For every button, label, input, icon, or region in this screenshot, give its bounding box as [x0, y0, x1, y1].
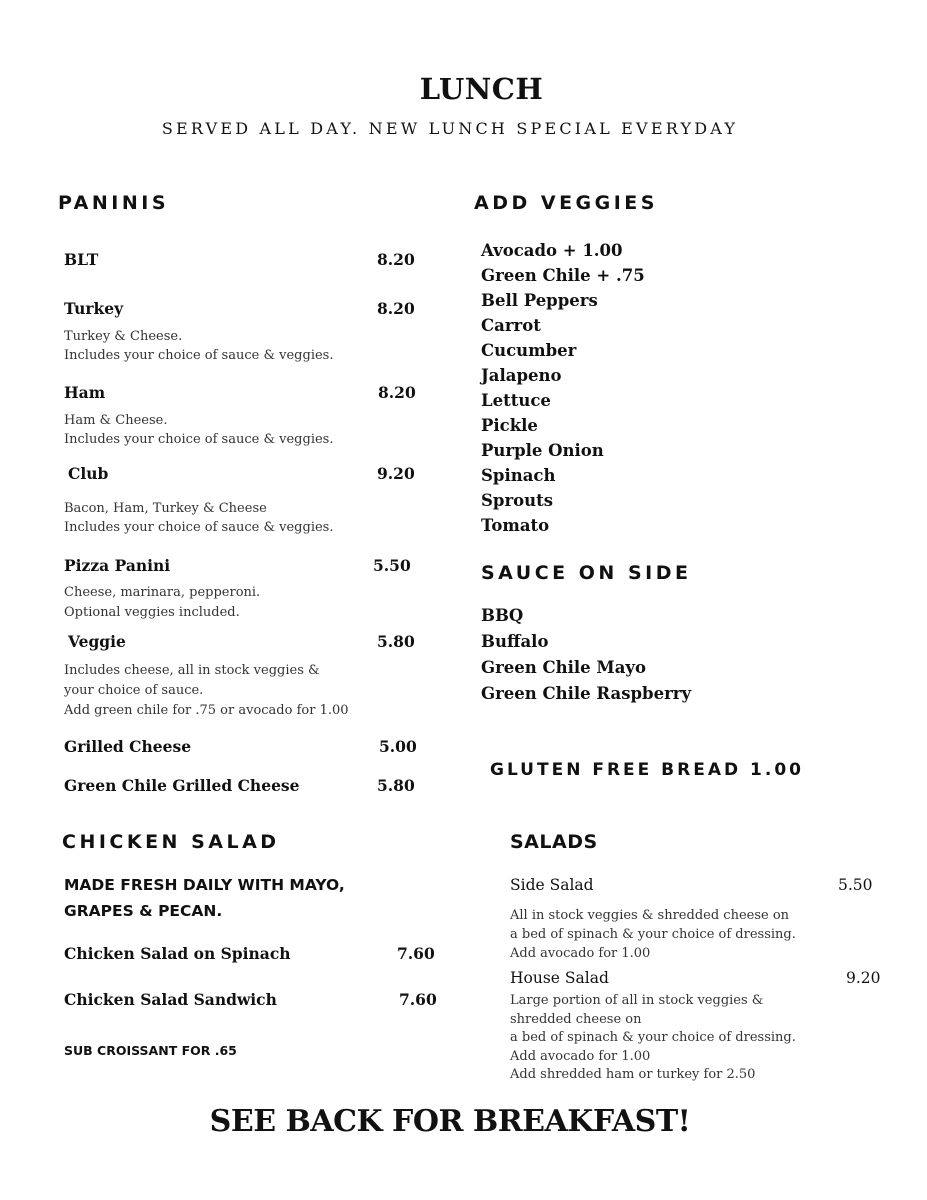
panini-item-price: 5.00 — [379, 737, 417, 756]
page-title: LUNCH — [419, 72, 544, 106]
veggie-item: Pickle — [481, 416, 538, 435]
page-subtitle: SERVED ALL DAY. NEW LUNCH SPECIAL EVERYDAY — [161, 119, 739, 138]
salad-item-name: Side Salad — [510, 876, 594, 894]
sauce-heading: SAUCE ON SIDE — [481, 562, 692, 584]
salad-desc-line: All in stock veggies & shredded cheese on — [510, 908, 790, 923]
salad-desc-line: Add shredded ham or turkey for 2.50 — [510, 1067, 756, 1082]
panini-item-name: Ham — [64, 383, 106, 402]
gluten-free-note: GLUTEN FREE BREAD 1.00 — [490, 760, 804, 780]
panini-item-desc: Optional veggies included. — [64, 605, 240, 620]
paninis-heading: PANINIS — [58, 192, 170, 214]
panini-item-name: Club — [68, 464, 109, 483]
panini-item-desc: Includes your choice of sauce & veggies. — [64, 432, 334, 447]
croissant-note: SUB CROISSANT FOR .65 — [64, 1043, 237, 1058]
panini-item-price: 9.20 — [377, 464, 415, 483]
veggie-item: Jalapeno — [481, 366, 562, 385]
panini-item-price: 8.20 — [377, 299, 415, 318]
veggie-list — [481, 238, 645, 538]
chicken-salad-tagline: GRAPES & PECAN. — [64, 902, 223, 920]
panini-item-name: Pizza Panini — [64, 556, 171, 575]
salad-item-price: 5.50 — [838, 876, 873, 894]
sauce-list — [481, 603, 691, 707]
panini-item-price: 5.80 — [377, 632, 415, 651]
panini-item-desc: your choice of sauce. — [64, 683, 204, 698]
panini-item-name: Green Chile Grilled Cheese — [64, 776, 300, 795]
chicken-salad-item-price: 7.60 — [397, 944, 435, 963]
salad-item-name: House Salad — [510, 969, 609, 987]
salad-item-desc — [510, 906, 796, 963]
veggie-item: Sprouts — [481, 491, 554, 510]
sauce-item: Buffalo — [481, 632, 549, 651]
footer-note: SEE BACK FOR BREAKFAST! — [209, 1104, 691, 1139]
panini-item-desc: Includes cheese, all in stock veggies & — [64, 663, 320, 678]
chicken-salad-tagline: MADE FRESH DAILY WITH MAYO, — [64, 876, 345, 894]
chicken-salad-item-name: Chicken Salad Sandwich — [64, 990, 277, 1009]
veggie-item: Cucumber — [481, 341, 577, 360]
salad-desc-line: Add avocado for 1.00 — [510, 946, 651, 961]
panini-item-desc: Ham & Cheese. — [64, 413, 168, 428]
salad-desc-line: Large portion of all in stock veggies & — [510, 993, 764, 1008]
salad-item-price: 9.20 — [846, 969, 881, 987]
salad-desc-line: Add avocado for 1.00 — [510, 1048, 651, 1064]
panini-item-desc: Bacon, Ham, Turkey & Cheese — [64, 501, 267, 516]
veggie-item: Green Chile + .75 — [481, 266, 645, 285]
chicken-salad-item-price: 7.60 — [399, 990, 437, 1009]
veggie-item: Tomato — [481, 516, 550, 535]
panini-item-desc: Turkey & Cheese. — [64, 329, 183, 344]
panini-item-desc: Cheese, marinara, pepperoni. — [64, 585, 261, 600]
panini-item-price: 5.50 — [373, 556, 411, 575]
panini-item-price: 8.20 — [378, 383, 416, 402]
chicken-salad-heading: CHICKEN SALAD — [62, 831, 280, 853]
veggie-item: Purple Onion — [481, 441, 604, 460]
veggie-item: Carrot — [481, 316, 541, 335]
panini-item-desc: Includes your choice of sauce & veggies. — [64, 520, 334, 535]
panini-item-desc: Add green chile for .75 or avocado for 1.00 — [64, 703, 349, 718]
panini-item-name: Turkey — [64, 299, 124, 318]
panini-item-name: Grilled Cheese — [64, 737, 192, 756]
sauce-item: Green Chile Mayo — [481, 658, 646, 677]
sauce-item: Green Chile Raspberry — [481, 684, 692, 703]
panini-item-price: 8.20 — [377, 250, 415, 269]
veggie-item: Lettuce — [481, 391, 551, 410]
salad-item-desc — [510, 992, 796, 1085]
chicken-salad-item-name: Chicken Salad on Spinach — [64, 944, 291, 963]
panini-item-name: BLT — [64, 250, 99, 269]
salad-desc-line: shredded cheese on — [510, 1011, 642, 1027]
panini-item-name: Veggie — [68, 632, 126, 651]
panini-item-desc: Includes your choice of sauce & veggies. — [64, 348, 334, 363]
add-veggies-heading: ADD VEGGIES — [474, 192, 658, 214]
sauce-item: BBQ — [481, 606, 524, 625]
veggie-item: Avocado + 1.00 — [481, 241, 623, 260]
veggie-item: Spinach — [481, 466, 556, 485]
salad-desc-line: a bed of spinach & your choice of dressing. — [510, 1030, 796, 1045]
panini-item-price: 5.80 — [377, 776, 415, 795]
salads-heading: SALADS — [510, 831, 598, 853]
veggie-item: Bell Peppers — [481, 291, 598, 310]
salad-desc-line: a bed of spinach & your choice of dressing. — [510, 927, 796, 942]
